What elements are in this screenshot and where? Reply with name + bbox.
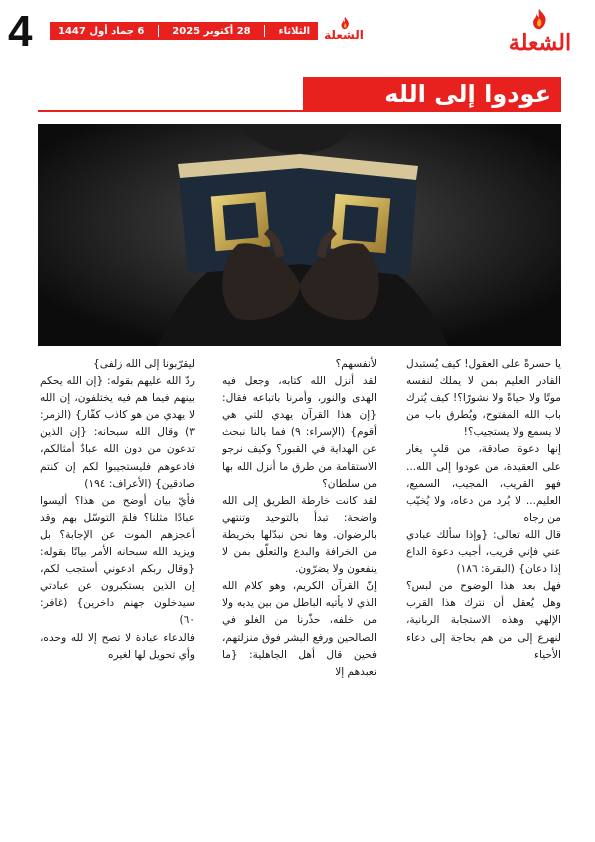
- paragraph: فأيّ بيان أوضح من هذا؟ أليسوا عبادًا مثلنا؟ فلمَ التوسّل بهم وقد أعجزهم الموت عن الإجابة؟ بل ويزيد الله سبحانه الأمر بيانًا بقوله: {وقال ربكم ادعوني أستجب لكم، إن الذين يستكبرون عن عبادتي سيدخلون جهنم داخرين} (غافر: ٦٠): [40, 494, 195, 627]
- newspaper-logo: [500, 8, 580, 56]
- small-logo: [322, 16, 366, 46]
- date-divider: [264, 25, 265, 37]
- paragraph: قال الله تعالى: {وإذا سألك عبادي عني فإني قريب، أجيب دعوة الداع إذا دعان} (البقرة: ١٨٦): [406, 528, 561, 576]
- date-bar: [50, 22, 318, 40]
- title-underline: [38, 110, 561, 112]
- logo-text: الشعلة: [508, 30, 572, 56]
- paragraph: لقد كانت خارطة الطريق إلى الله واضحة: تبدأ بالتوحيد وتنتهي بالرضوان. وها نحن نبدّلها بخريطة من الخرافة والبدع والتعلّق بمن لا ينفعون ولا يضرّون.: [222, 494, 377, 576]
- flame-icon: [526, 8, 552, 30]
- small-logo-text: الشعلة: [324, 28, 364, 42]
- paragraph: ليقرّبونا إلى الله زلفى}: [93, 358, 195, 370]
- article-title: عودوا إلى الله: [303, 77, 561, 111]
- paragraph: فالدعاء عبادة لا تصح إلا لله وحده، وأي تحويل لها لغيره: [40, 631, 195, 661]
- date-divider: [158, 25, 159, 37]
- paragraph: لأنفسهم؟: [335, 358, 377, 370]
- article-column-2: [222, 356, 377, 826]
- paragraph: إنها دعوة صادقة، من قلبٍ يغار على العقيدة، من عودوا إلى الله... فهو القريب، المجيب، السميع، العليم... لا يُرد من دعاه، ولا يُخيّب من رجاه: [406, 443, 561, 524]
- article-column-1: [406, 356, 561, 826]
- page-number: 4: [8, 7, 33, 56]
- hijri-date: 6 جماد أول 1447: [58, 25, 145, 37]
- day-name: الثلاثاء: [278, 25, 310, 37]
- hands-holding-quran-image: [38, 124, 561, 346]
- gregorian-date: 28 أكتوبر 2025: [172, 25, 251, 37]
- article-image: [38, 124, 561, 346]
- paragraph: إنّ القرآن الكريم، وهو كلام الله الذي لا يأتيه الباطل من بين يديه ولا من خلفه، حذّرنا من الغلو في الصالحين ورفع البشر فوق منزلتهم، فحين قال أهل الجاهلية: {ما نعبدهم إلا: [222, 580, 377, 678]
- article-column-3: [40, 356, 195, 826]
- paragraph: فهل بعد هذا الوضوح من لبس؟ وهل يُعقل أن نترك هذا القرب الإلهي وهذه الاستجابة الربانية، لنهرع إلى من هم بحاجة إلى دعاء الأحياء: [406, 580, 561, 661]
- paragraph: لقد أنزل الله كتابه، وجعل فيه الهدى والنور، وأمرنا باتباعه فقال: {إن هذا القرآن يهدي للتي هي أقوم} (الإسراء: ٩) فما بالنا نبحث عن الهداية في القبور؟ وكيف نرجو الاستقامة من طرق ما أنزل الله بها من سلطان؟: [222, 375, 377, 490]
- page-header: [0, 0, 595, 60]
- paragraph: يا حسرةً على العقول! كيف يُستبدل القادر العليم بمن لا يملك لنفسه موتًا ولا حياةً ولا نشورًا؟! كيف يُترك باب الله المفتوح، ويُطرق باب من لا يسمع ولا يستجيب؟!: [406, 358, 561, 439]
- paragraph: ردّ الله عليهم بقوله: {إن الله يحكم بينهم فيما هم فيه يختلفون، إن الله لا يهدي من هو كاذب كفّار} (الزمر: ٣) وقال الله سبحانه: {إن الذين تدعون من دون الله عبادٌ أمثالكم، فادعوهم فليستجيبوا لكم إن كنتم صادقين} (الأعراف: ١٩٤): [40, 375, 195, 490]
